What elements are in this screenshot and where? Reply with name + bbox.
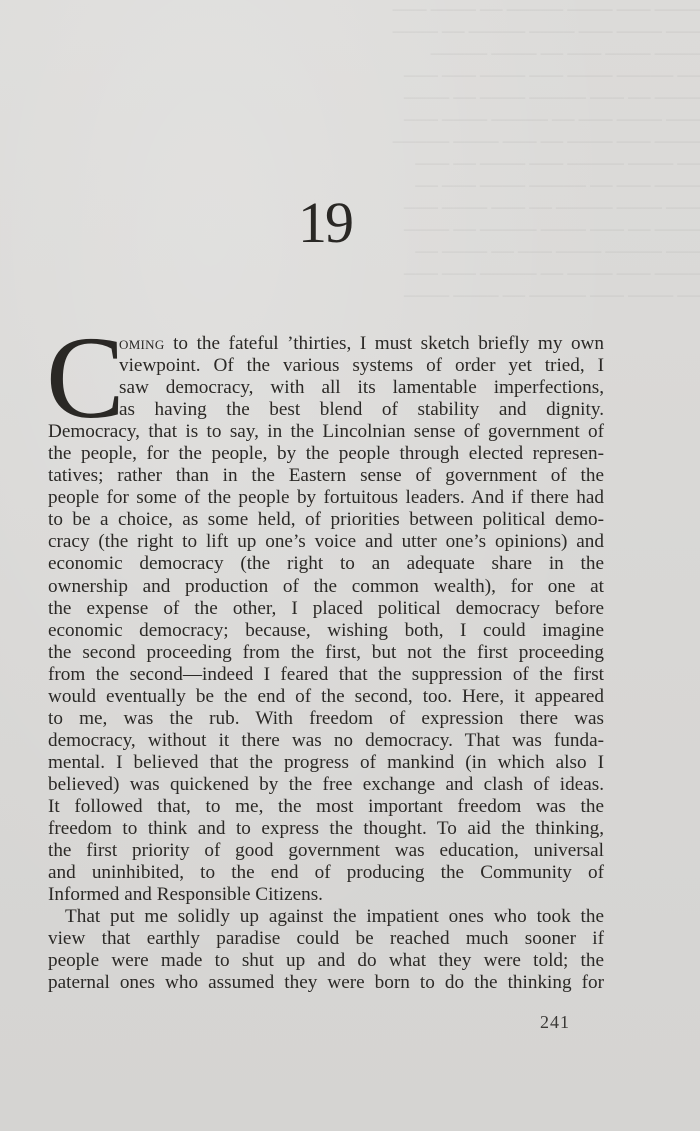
text-line: democracy, without it there was no democracy. That was funda- xyxy=(48,729,604,751)
text-line: saw democracy, with all its lamentable imperfections, xyxy=(119,377,604,399)
paragraph-2 xyxy=(48,906,604,994)
text-line: the expense of the other, I placed political democracy before xyxy=(48,597,604,619)
text-line: and uninhibited, to the end of producing the Community of xyxy=(48,862,604,884)
text-line: view that earthly paradise could be reached much sooner if xyxy=(48,928,604,950)
text-line: ownership and production of the common wealth), for one at xyxy=(48,575,604,597)
text-line: economic democracy; because, wishing both, I could imagine xyxy=(48,619,604,641)
text-line: freedom to think and to express the thought. To aid the thinking, xyxy=(48,818,604,840)
text-line: cracy (the right to lift up one’s voice and utter one’s opinions) and xyxy=(48,531,604,553)
page-number: 241 xyxy=(540,1012,570,1032)
chapter-number: 19 xyxy=(298,190,352,255)
text-line: paternal ones who assumed they were born to do the thinking for xyxy=(48,972,604,994)
text-line: the second proceeding from the first, but not the first proceeding xyxy=(48,641,604,663)
text-line: Informed and Responsible Citizens. xyxy=(48,884,323,906)
text-line: tatives; rather than in the Eastern sense of government of the xyxy=(48,465,604,487)
text-line xyxy=(119,333,604,355)
text-line: viewpoint. Of the various systems of order yet tried, I xyxy=(119,355,604,377)
text-line: people were made to shut up and do what they were told; the xyxy=(48,950,604,972)
body-text xyxy=(48,333,604,994)
text-line: to me, was the rub. With freedom of expression there was xyxy=(48,707,604,729)
text-line: mental. I believed that the progress of mankind (in which also I xyxy=(48,751,604,773)
show-through-texture: ──── ─── ──── ───── ── ──── ─── ─── ──── ─── ──── ───── ── ──── ──── ──── ─── ── ──── ───── ── ───── ──── ─── ──── ─── ─── ──── ── ─── ───── ──── ── ──── ─── ──── ─── ── ───── ──── ─── ──── ─── ──── ── ─── ──── ───── ── ──── ───── ─── ──── ── ─── ──── ─── ── ───── ──── ─── ── ─── ──── ───── ── ─── ──── ─── ──── ── ─── ──── ───── ── ──── ─── ───── ──── ─── ── ──── ── ──── ─── ──── ── ───── ─── ─── ── ──── ─── ───── ── ──── ──── xyxy=(392,2,700,305)
text-line: the people, for the people, by the people through elected represen- xyxy=(48,443,604,465)
text-line: people for some of the people by fortuitous leaders. And if there had xyxy=(48,487,604,509)
text-line: would eventually be the end of the second, too. Here, it appeared xyxy=(48,685,604,707)
opening-line-text: to the fateful ’thirties, I must sketch briefly my own xyxy=(164,333,604,354)
text-line: That put me solidly up against the impatient ones who took the xyxy=(65,906,604,928)
text-line: as having the best blend of stability and dignity. xyxy=(119,399,604,421)
drop-cap-letter: C xyxy=(46,312,125,443)
text-line: the first priority of good government was education, universal xyxy=(48,840,604,862)
text-line: Democracy, that is to say, in the Lincolnian sense of government of xyxy=(48,421,604,443)
text-line: to be a choice, as some held, of priorities between political demo- xyxy=(48,509,604,531)
text-line: It followed that, to me, the most important freedom was the xyxy=(48,795,604,817)
text-line: believed) was quickened by the free exchange and clash of ideas. xyxy=(48,773,604,795)
paragraph-1 xyxy=(48,333,604,906)
opening-smallcaps: oming xyxy=(119,333,165,354)
text-line: from the second—indeed I feared that the suppression of the first xyxy=(48,663,604,685)
text-line: economic democracy (the right to an adequate share in the xyxy=(48,553,604,575)
